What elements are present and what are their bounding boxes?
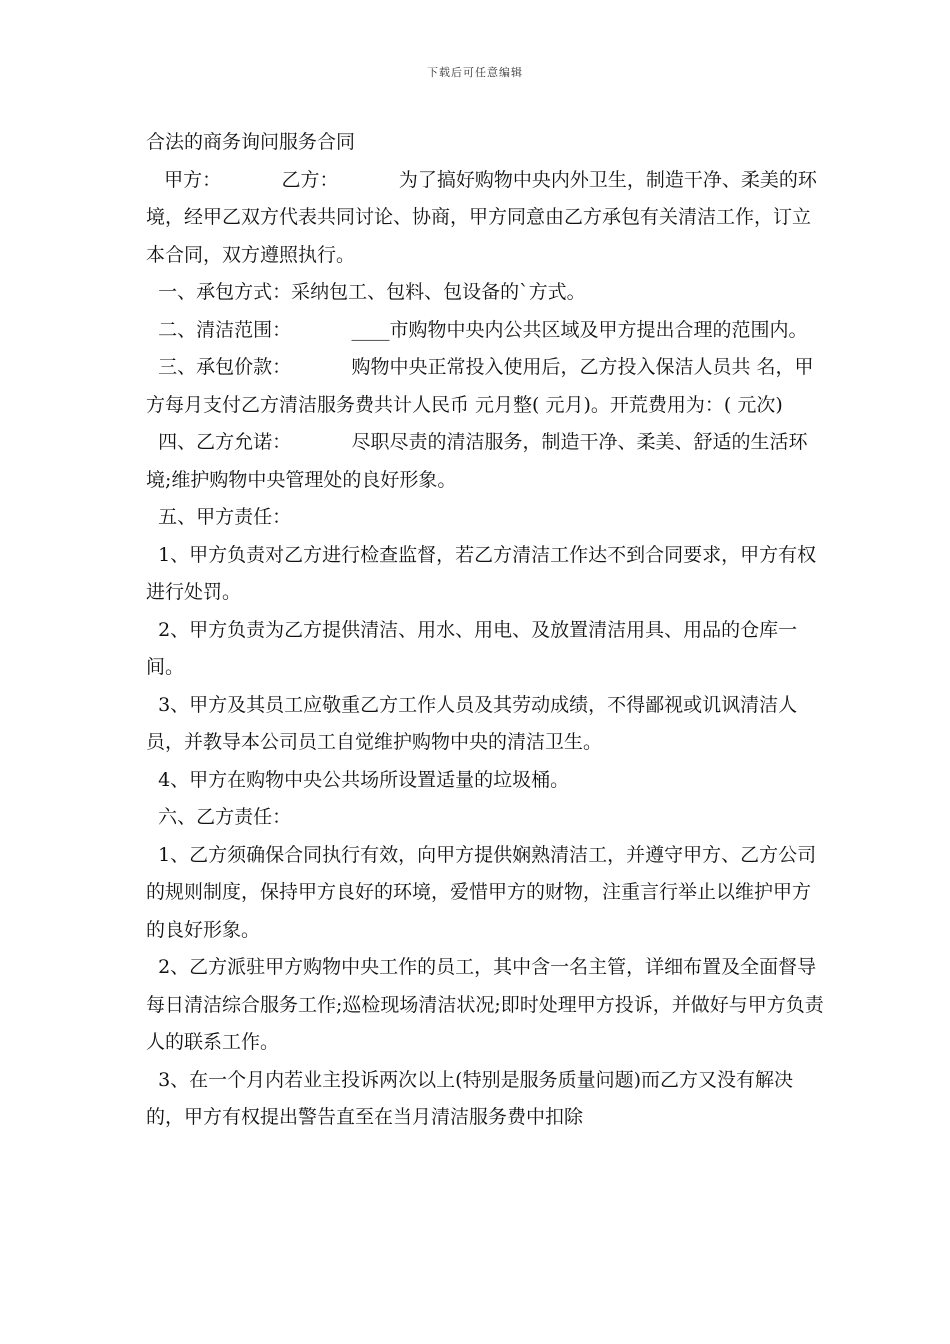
document-title: 合法的商务询问服务合同 [146, 131, 356, 153]
paragraph-section-5-item-1: 1、甲方负责对乙方进行检查监督，若乙方清洁工作达不到合同要求，甲方有权进行处罚。 [146, 543, 817, 603]
paragraph-section-5-item-4: 4、甲方在购物中央公共场所设置适量的垃圾桶。 [146, 768, 570, 791]
paragraph-section-6-item-3: 3、在一个月内若业主投诉两次以上(特别是服务质量问题)而乙方又没有解决的，甲方有权提出警告直至在当月清洁服务费中扣除 [146, 1068, 794, 1128]
paragraph-section-2: 二、清洁范围： ____市购物中央内公共区域及甲方提出合理的范围内。 [146, 318, 808, 341]
paragraph-section-6-heading: 六、乙方责任： [146, 806, 292, 828]
paragraph-section-5-item-2: 2、甲方负责为乙方提供清洁、用水、用电、及放置清洁用具、用品的仓库一间。 [146, 618, 798, 678]
paragraph-section-6-item-2: 2、乙方派驻甲方购物中央工作的员工，其中含一名主管，详细布置及全面督导每日清洁综合服务工作;巡检现场清洁状况;即时处理甲方投诉，并做好与甲方负责人的联系工作。 [146, 956, 824, 1053]
paragraph-section-1: 一、承包方式：采纳包工、包料、包设备的`方式。 [146, 281, 586, 303]
paragraph-section-3: 三、承包价款： 购物中央正常投入使用后，乙方投入保洁人员共 名，甲方每月支付乙方清洁服务费共计人民币 元月整( 元月)。开荒费用为：( 元次) [146, 356, 814, 416]
page-header-note: 下载后可任意编辑 [427, 66, 523, 79]
paragraph-section-5-heading: 五、甲方责任： [146, 506, 292, 528]
paragraph-intro: 甲方： 乙方： 为了搞好购物中央内外卫生，制造干净、柔美的环境，经甲乙双方代表共同讨论、协商，甲方同意由乙方承包有关清洁工作，订立本合同，双方遵照执行。 [146, 168, 817, 266]
paragraph-section-5-item-3: 3、甲方及其员工应敬重乙方工作人员及其劳动成绩，不得鄙视或讥讽清洁人员，并教导本公司员工自觉维护购物中央的清洁卫生。 [146, 693, 798, 753]
paragraph-section-4: 四、乙方允诺： 尽职尽责的清洁服务，制造干净、柔美、舒适的生活环境;维护购物中央管理处的良好形象。 [146, 431, 808, 491]
document-body [146, 124, 826, 1137]
paragraph-section-6-item-1: 1、乙方须确保合同执行有效，向甲方提供娴熟清洁工，并遵守甲方、乙方公司的规则制度，保持甲方良好的环境，爱惜甲方的财物，注重言行举止以维护甲方的良好形象。 [146, 843, 817, 941]
